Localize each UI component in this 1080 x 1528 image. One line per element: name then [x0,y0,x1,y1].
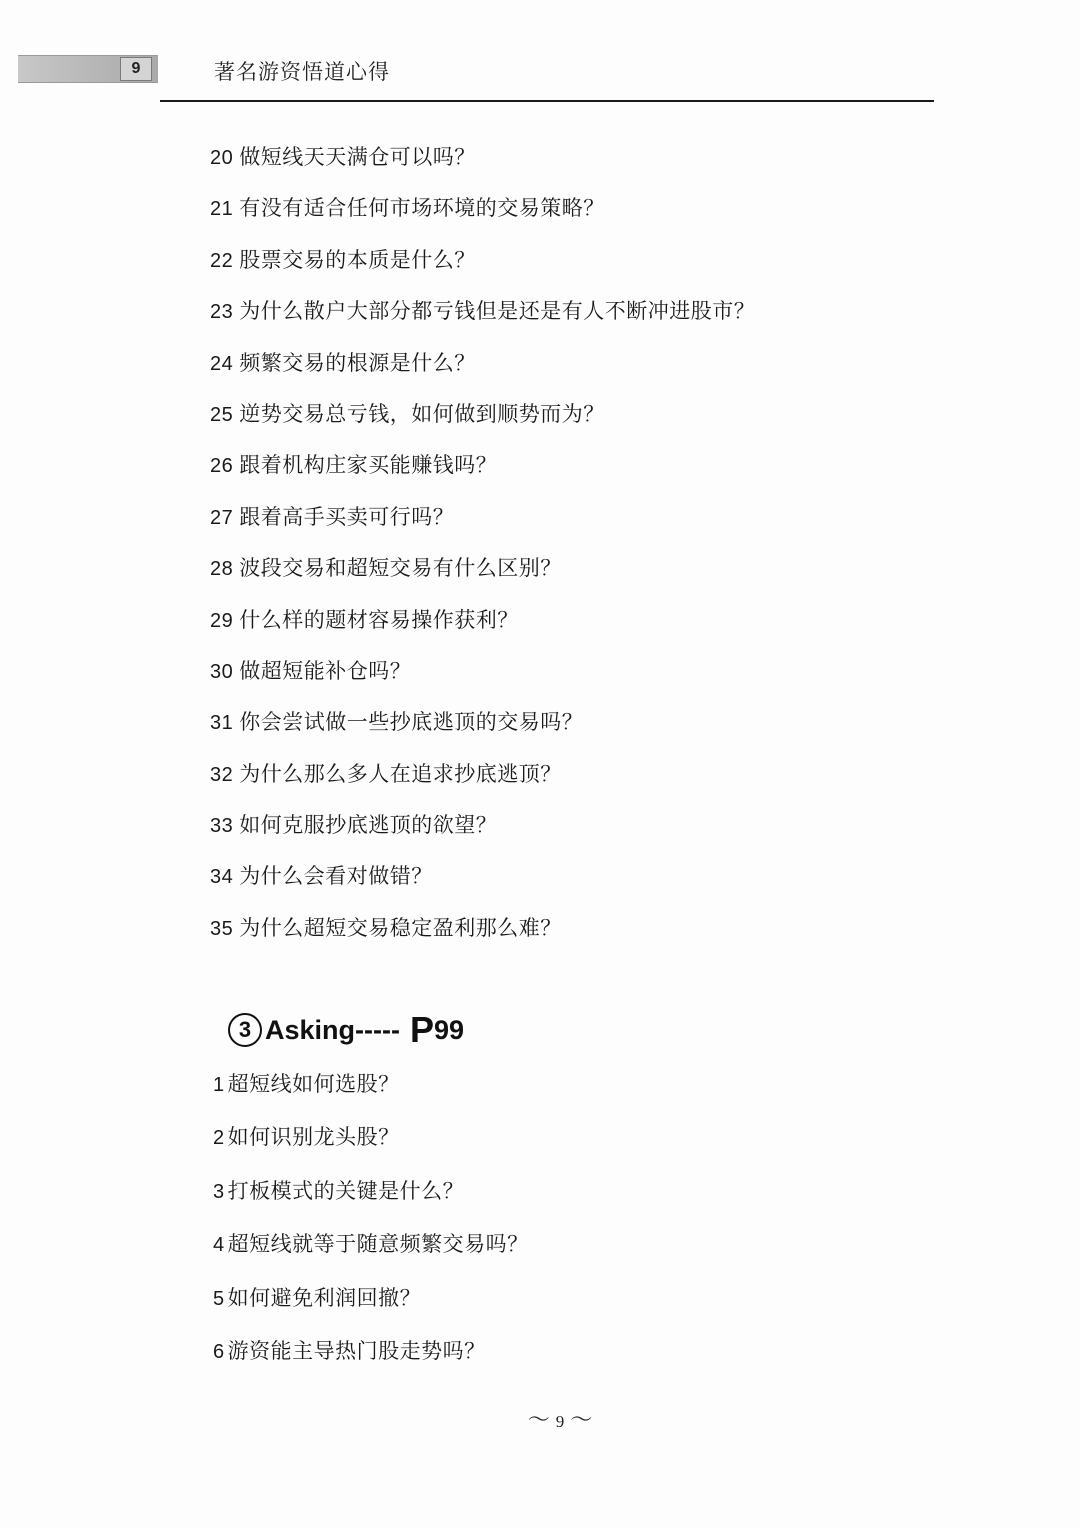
section-circle-number: 3 [228,1013,262,1047]
question-text: 跟着机构庄家买能赚钱吗？ [239,453,498,478]
question-item [213,1121,529,1174]
question-text: 有没有适合任何市场环境的交易策略？ [239,196,605,221]
question-item [213,1175,529,1228]
question-text: 你会尝试做一些抄底逃顶的交易吗？ [239,710,584,735]
question-number: 3 [213,1180,225,1203]
question-number: 28 [210,558,234,581]
question-number: 34 [210,866,234,889]
question-text: 为什么超短交易稳定盈利那么难？ [239,915,562,940]
question-number: 2 [213,1127,225,1150]
question-item [210,912,755,963]
question-list-continued [210,141,755,963]
question-text: 跟着高手买卖可行吗？ [239,504,455,529]
question-text: 逆势交易总亏钱，如何做到顺势而为？ [239,401,605,426]
question-item [213,1068,529,1121]
question-number: 33 [210,815,234,838]
question-text: 为什么会看对做错？ [239,864,433,889]
section-page-prefix: P [409,1009,434,1050]
page-number-tab [18,55,158,83]
question-number: 5 [213,1287,225,1310]
question-number: 25 [210,403,234,426]
question-number: 4 [213,1234,225,1257]
header-rule [160,100,934,102]
question-item [210,244,755,295]
question-number: 6 [213,1340,225,1363]
question-item [210,192,755,243]
question-number: 20 [210,147,234,169]
question-item [213,1228,529,1281]
section-page-number: 99 [434,1014,465,1045]
question-text: 股票交易的本质是什么？ [239,247,476,272]
book-title: 著名游资悟道心得 [214,60,390,84]
question-item [210,655,755,706]
question-item [210,706,755,757]
question-item [213,1335,529,1388]
question-number: 31 [210,712,234,735]
question-item [210,141,755,192]
question-number: 26 [210,455,234,478]
question-item [210,604,755,655]
question-number: 21 [210,198,234,221]
question-item [213,1282,529,1335]
footer-right-mark: ～ [570,1408,593,1433]
footer-page-number: 9 [555,1412,565,1431]
question-text: 为什么那么多人在追求抄底逃顶？ [239,761,562,786]
question-item [210,552,755,603]
question-text: 频繁交易的根源是什么？ [239,350,476,375]
question-number: 35 [210,917,234,940]
question-number: 24 [210,352,234,375]
question-number: 32 [210,763,234,786]
question-text: 打板模式的关键是什么？ [227,1178,465,1203]
question-text: 做超短能补仓吗？ [239,658,412,683]
asking-question-list [213,1068,529,1388]
question-text: 做短线天天满仓可以吗？ [239,145,476,169]
question-item [210,809,755,860]
question-number: 30 [210,660,234,683]
question-text: 如何识别龙头股？ [227,1125,400,1150]
question-item [210,398,755,449]
question-item [210,860,755,911]
question-number: 22 [210,249,234,272]
footer-left-mark: ～ [527,1408,550,1433]
question-text: 如何避免利润回撤？ [227,1285,422,1310]
question-item [210,295,755,346]
question-text: 什么样的题材容易操作获利？ [239,607,519,632]
header-page-number: 9 [120,57,152,81]
page-footer [500,1403,620,1434]
question-number: 27 [210,506,234,529]
section-label: Asking----- [265,1014,400,1045]
question-text: 波段交易和超短交易有什么区别？ [239,556,562,581]
question-number: 23 [210,301,234,324]
question-item [210,347,755,398]
question-text: 超短线就等于随意频繁交易吗？ [227,1232,529,1257]
question-item [210,758,755,809]
question-item [210,501,755,552]
question-item [210,449,755,500]
question-number: 1 [213,1074,225,1096]
question-text: 超短线如何选股？ [227,1072,400,1096]
section-heading [228,1008,464,1052]
question-text: 为什么散户大部分都亏钱但是还是有人不断冲进股市？ [239,299,756,324]
question-text: 游资能主导热门股走势吗？ [227,1338,486,1363]
question-text: 如何克服抄底逃顶的欲望？ [239,813,498,838]
question-number: 29 [210,609,234,632]
